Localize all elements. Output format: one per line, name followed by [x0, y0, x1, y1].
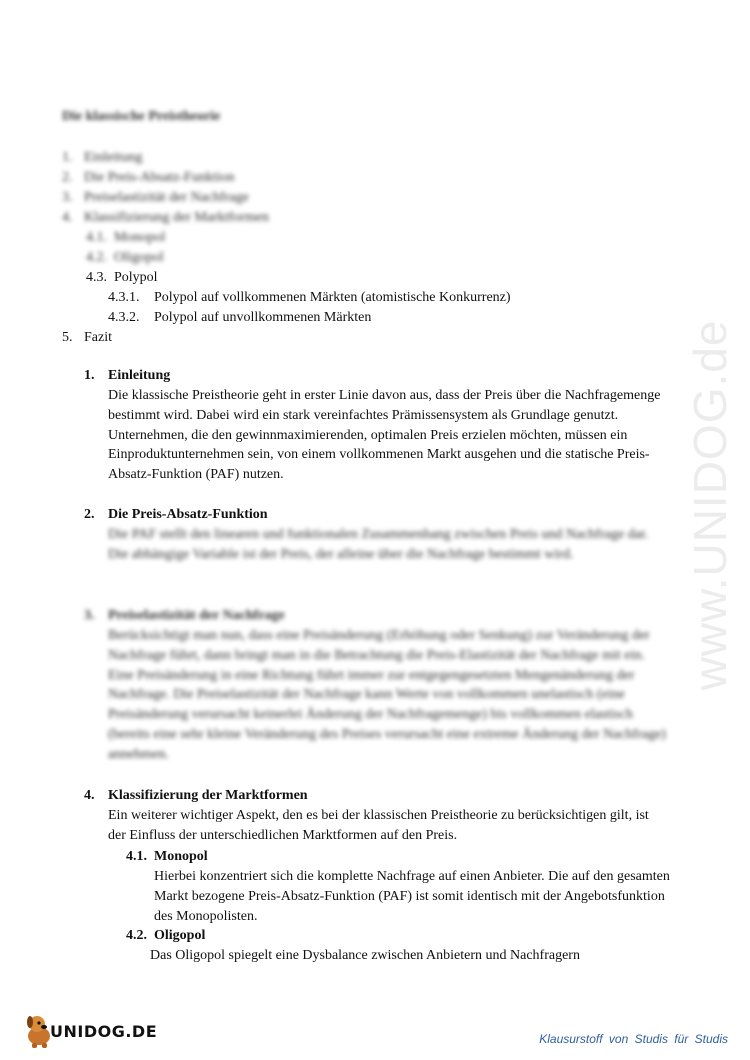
- unidog-logo: [22, 1010, 158, 1050]
- logo-text: UNIDOG.DE: [50, 1022, 158, 1041]
- toc-label: Fazit: [84, 330, 112, 345]
- subsection-heading: [126, 926, 680, 946]
- toc-number: 4.: [62, 210, 73, 225]
- section-number: 4.: [84, 788, 95, 803]
- toc-label: Preiselastizität der Nachfrage: [84, 190, 249, 205]
- toc-item: [62, 248, 511, 268]
- section-title: Die Preis-Absatz-Funktion: [108, 507, 268, 522]
- toc-label: Oligopol: [114, 250, 164, 265]
- section-number: 1.: [84, 368, 95, 383]
- section-body: Die PAF stellt den linearen und funktionalen Zusammenhang zwischen Preis und Nachfrage dar. Die abhängige Variable ist der Preis, der alleine über die Nachfrage bestimmt wird.: [108, 527, 649, 562]
- toc-number: 4.3.2.: [108, 310, 140, 325]
- table-of-contents: [62, 148, 511, 348]
- section-einleitung: [84, 366, 668, 485]
- subsection-monopol: [126, 847, 684, 926]
- toc-item: [62, 208, 511, 228]
- section-heading: [84, 606, 668, 626]
- toc-item: [62, 328, 511, 348]
- toc-item: [62, 228, 511, 248]
- watermark: [684, 275, 736, 735]
- watermark-text: www.UNIDOG.de: [684, 319, 736, 691]
- subsection-heading: [126, 847, 684, 867]
- subsection-title: Monopol: [154, 849, 208, 864]
- toc-label: Klassifizierung der Marktformen: [84, 210, 270, 225]
- toc-number: 5.: [62, 330, 73, 345]
- section-title: Preiselastizität der Nachfrage: [108, 608, 285, 623]
- section-preis-absatz-funktion: [84, 505, 668, 565]
- toc-label: Polypol: [114, 270, 158, 285]
- toc-item: [62, 308, 511, 328]
- toc-label: Polypol auf vollkommenen Märkten (atomistische Konkurrenz): [154, 290, 511, 305]
- toc-item: [62, 188, 511, 208]
- toc-item: [62, 168, 511, 188]
- toc-label: Einleitung: [84, 150, 143, 165]
- subsection-number: 4.2.: [126, 928, 147, 943]
- section-marktformen: [84, 786, 668, 846]
- section-number: 3.: [84, 608, 95, 623]
- section-body: Berücksichtigt man nun, dass eine Preisänderung (Erhöhung oder Senkung) zur Veränderung der Nachfrage führt, dann bringt man in die Betrachtung die Preis-Elastizität der Nachfrage mit ein. Eine Preisänderung in eine Richtung führt immer zur entgegengesetzten Mengenänderung der Nachfrage. Die Preiselastizität der Nachfrage kann Werte von vollkommen unelastisch (eine Preisänderung verursacht keinerlei Änderung der Nachfragemenge) bis vollkommen elastisch (bereits eine sehr kleine Veränderung des Preises verursacht eine extreme Änderung der Nachfrage) annehmen.: [108, 628, 666, 762]
- toc-number: 4.2.: [86, 250, 107, 265]
- toc-number: 4.3.1.: [108, 290, 140, 305]
- subsection-title: Oligopol: [154, 928, 206, 943]
- section-body: Die klassische Preistheorie geht in erster Linie davon aus, dass der Preis über die Nachfragemenge bestimmt wird. Dabei wird ein stark vereinfachtes Prämissensystem als Grundlage genutzt. Unternehmen, die den gewinnmaximierenden, optimalen Preis erzielen möchten, müssen ein Einproduktunternehmen sein, von einem vollkommenen Markt ausgehen und die statische Preis-Absatz-Funktion (PAF) nutzen.: [108, 388, 661, 483]
- section-title: Klassifizierung der Marktformen: [108, 788, 308, 803]
- toc-item: [62, 288, 511, 308]
- toc-label: Die Preis-Absatz-Funktion: [84, 170, 235, 185]
- section-title: Einleitung: [108, 368, 171, 383]
- section-number: 2.: [84, 507, 95, 522]
- section-heading: [84, 505, 668, 525]
- subsection-oligopol: [126, 926, 680, 966]
- toc-number: 4.1.: [86, 230, 107, 245]
- section-heading: [84, 786, 668, 806]
- toc-number: 2.: [62, 170, 73, 185]
- toc-number: 4.3.: [86, 270, 107, 285]
- subsection-body: Hierbei konzentriert sich die komplette Nachfrage auf einen Anbieter. Die auf den gesamten Markt bezogene Preis-Absatz-Funktion (PAF) ist somit identisch mit der Angebotsfunktion des Monopolisten.: [154, 869, 670, 924]
- document-title: Die klassische Preistheorie: [62, 109, 221, 124]
- toc-number: 1.: [62, 150, 73, 165]
- footer-tagline: Klausurstoff von Studis für Studis: [539, 1032, 728, 1046]
- toc-item: [62, 268, 511, 288]
- section-heading: [84, 366, 668, 386]
- toc-label: Polypol auf unvollkommenen Märkten: [154, 310, 372, 325]
- toc-number: 3.: [62, 190, 73, 205]
- subsection-number: 4.1.: [126, 849, 147, 864]
- toc-label: Monopol: [114, 230, 166, 245]
- subsection-body: Das Oligopol spiegelt eine Dysbalance zwischen Anbietern und Nachfragern: [150, 948, 580, 963]
- section-body: Ein weiterer wichtiger Aspekt, den es bei der klassischen Preistheorie zu berücksichtigen gilt, ist der Einfluss der unterschiedlichen Marktformen auf den Preis.: [108, 808, 649, 843]
- toc-item: [62, 148, 511, 168]
- section-preiselastizitaet: [84, 606, 668, 765]
